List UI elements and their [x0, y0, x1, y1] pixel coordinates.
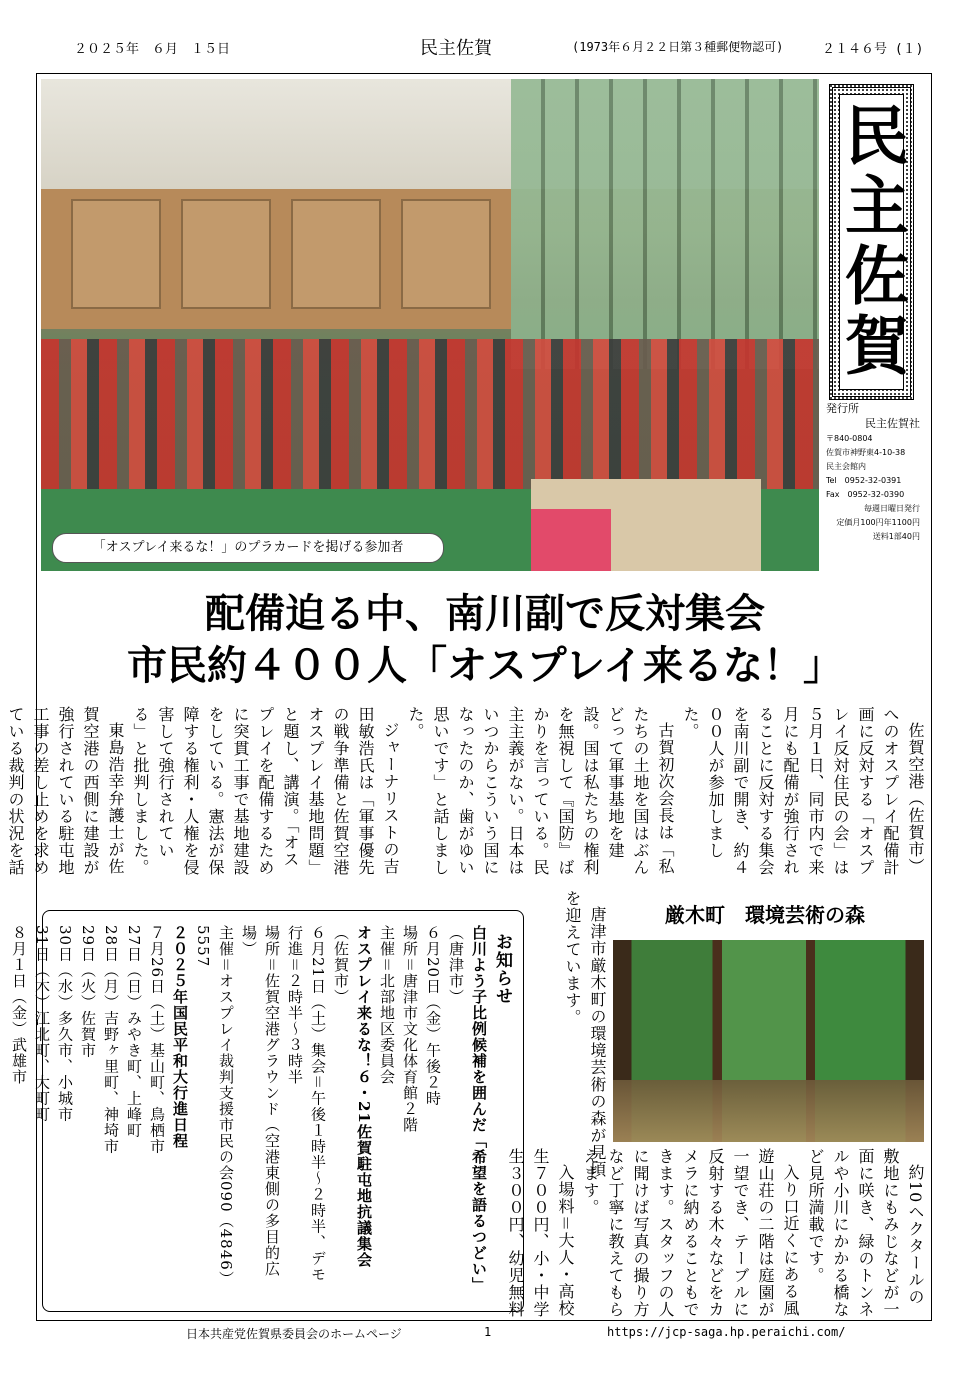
issue-date: ２０２５年 ６月 １５日 — [74, 42, 231, 57]
notice-content — [10, 925, 513, 1297]
publisher-info — [826, 402, 920, 544]
masthead-title: 民主佐賀 — [839, 94, 904, 390]
photo-caption: 「オスプレイ来るな！」のプラカードを掲げる参加者 — [52, 533, 444, 563]
paper-name: 民主佐賀 — [420, 38, 492, 59]
notice-item: オスプレイ来るな！６・21佐賀駐屯地抗議集会 — [355, 925, 373, 1268]
notice-item: 主催＝北部地区委員会 — [378, 925, 396, 1086]
headline-line1: 配備迫る中、南川副で反対集会 — [205, 591, 765, 637]
kigi-paragraph: 入場料＝大人・高校生７００円、小・中学生３００円、幼児無料 — [506, 1148, 575, 1318]
notice-item: （唐津市） — [447, 925, 465, 1005]
notice-item: 場所＝佐賀空港グラウンド（空港東側の多目的広場） — [240, 925, 281, 1278]
publisher-address: 佐賀市神野東4-10-38 — [826, 448, 906, 457]
notice-title: お知らせ — [492, 933, 512, 1005]
publisher-building: 民主会館内 — [826, 462, 866, 471]
masthead — [829, 84, 914, 400]
article-paragraph: 佐賀空港（佐賀市）へのオスプレイ配備計画に反対する「オスプレイ反対住民の会」は５月１日、同市内で来月にも配備が強行されることに反対する集会を南川副で開き、約４００人が参加しました。 — [681, 706, 925, 876]
notice-item: ７月26日（土）基山町、鳥栖市 — [148, 925, 166, 1155]
article-paragraph: 東島浩幸弁護士が佐賀空港の西側に建設が強行されている駐屯地工事の差し止めを求めている裁判の状況を話 — [6, 706, 125, 876]
notice-item: ６月21日（土）集会＝午後１時半〜２時半、デモ行進＝２時半〜３時半 — [286, 925, 327, 1283]
kigi-paragraph: 唐津市厳木町の環境芸術の森が見頃を迎えています。 — [563, 890, 607, 1178]
article-paragraph: ジャーナリストの吉田敏浩氏は「軍事優先の戦争準備と佐賀空港オスプレイ基地問題」と題し、講演。「オスプレイを配備するために突貫工事で基地建設をしている。憲法が保障する権利・人権を侵害して強行されている」と批判しました。 — [131, 706, 400, 876]
forest-photo-floor — [613, 1080, 924, 1142]
notice-item: 29日（火）佐賀市 — [79, 925, 97, 1059]
notice-item: ８月１日（金）武雄市 — [10, 925, 28, 1085]
notice-item: ６月20日（金）午後２時 — [424, 925, 442, 1107]
publisher-price: 定価月100円年1100円 — [836, 518, 920, 527]
kigi-paragraph: 入り口近くにある風遊山荘の二階は庭園が一望でき、テーブルに反射する木々などをカメラに納めることもできます。スタッフの人に聞けば写真の撮り方など丁寧に教えてもらえます。 — [581, 1148, 800, 1318]
rally-photo — [41, 79, 819, 571]
publisher-frequency: 毎週日曜日発行 — [864, 504, 920, 513]
publisher-zip: 〒840-0804 — [826, 434, 873, 443]
footer-homepage-label: 日本共産党佐賀県委員会のホームページ — [186, 1327, 402, 1341]
notice-item: 31日（木）江北町、大町町 — [33, 925, 51, 1123]
kigi-title: 厳木町 環境芸術の森 — [665, 903, 865, 927]
notice-item: 30日（水）多久市、小城市 — [56, 925, 74, 1123]
notice-item: （佐賀市） — [332, 925, 350, 1005]
publisher-tel: Tel 0952-32-0391 — [826, 476, 902, 485]
kigi-lead — [530, 890, 610, 1180]
issue-number: ２１４６号 (１) — [822, 42, 924, 57]
publisher-label: 発行所 — [826, 402, 859, 415]
publisher-fax: Fax 0952-32-0390 — [826, 490, 905, 499]
notice-item: 白川よう子比例候補を囲んだ「希望を語るつどい」 — [470, 925, 488, 1293]
kigi-paragraph: 約10ヘクタールの敷地にもみじなどが一面に咲き、緑のトンネルや小川にかかる橋など見所満載です。 — [806, 1148, 925, 1318]
notice-box — [10, 910, 524, 1312]
headline-line2: 市民約４００人「オスプレイ来るな！」 — [127, 643, 843, 689]
headline — [40, 588, 930, 692]
publisher-postage: 送料1部40円 — [872, 532, 920, 541]
notice-item: 主催＝オスプレイ裁判支援市民の会090（4846）5557 — [194, 925, 235, 1287]
main-article — [6, 706, 928, 878]
notice-item: 場所＝唐津市文化体育館２階 — [401, 925, 419, 1134]
article-paragraph: 古賀初次会長は「私たちの土地を国はぶんどって軍事基地を建設。国は私たちの権利を無視して『国防』ばかりを言っている。民主主義がない。日本はいつからこういう国になったのか、歯がゆい思いです」と話しました。 — [406, 706, 675, 876]
notice-item: ２０２５年国民平和大行進日程 — [171, 925, 189, 1149]
publisher-name: 民主佐賀社 — [865, 417, 920, 430]
postal-permit: (1973年６月２２日第３種郵便物認可) — [572, 40, 784, 54]
notice-item: 28日（月）吉野ヶ里町、神埼市 — [102, 925, 120, 1155]
footer-url-link[interactable]: https://jcp-saga.hp.peraichi.com/ — [607, 1325, 846, 1339]
kigi-body — [506, 1148, 928, 1318]
footer-page-number: 1 — [484, 1325, 492, 1339]
notice-item: 27日（日）みやき町、上峰町 — [125, 925, 143, 1139]
